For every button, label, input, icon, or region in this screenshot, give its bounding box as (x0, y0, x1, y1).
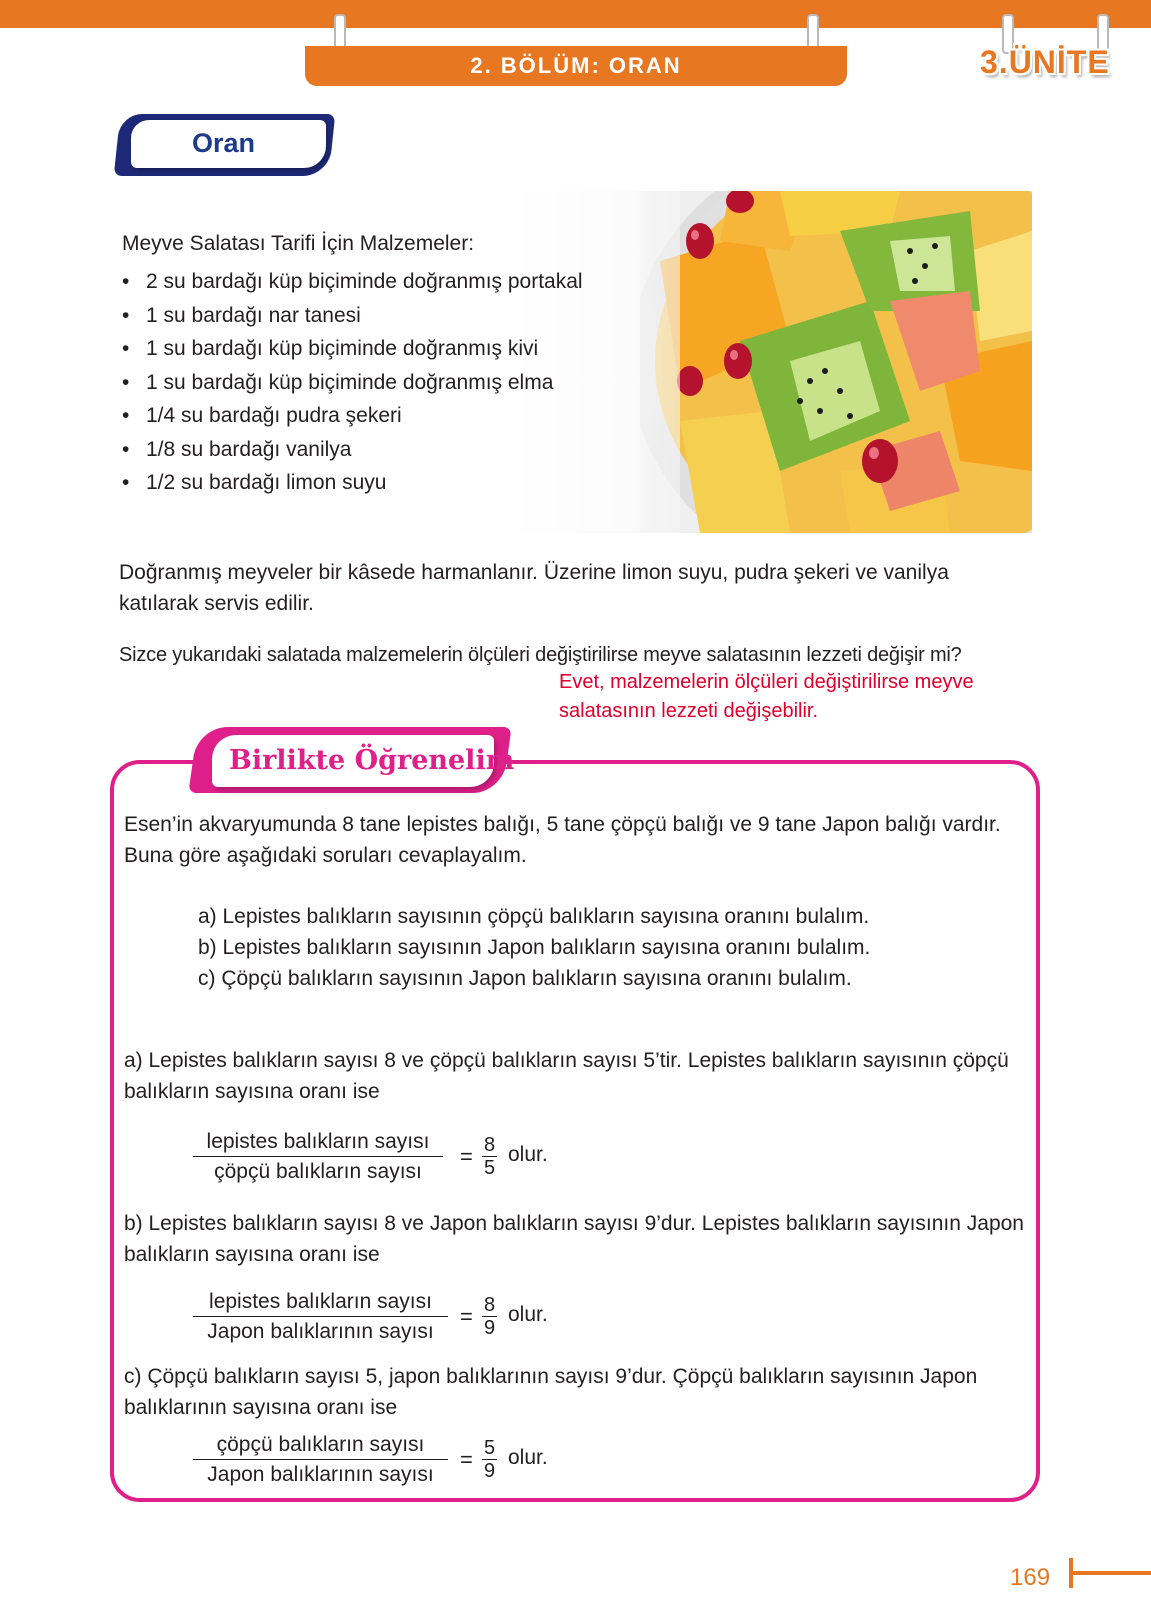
olur-label: olur. (508, 1303, 548, 1326)
learn-title: Birlikte Öğrenelim (229, 745, 515, 776)
learn-intro: Esen’in akvaryumunda 8 tane lepistes balığı, 5 tane çöpçü balığı ve 9 tane Japon balığı vardır. Buna göre aşağıdaki soruları cevaplayalım. (124, 813, 1001, 867)
section-title: Oran (192, 128, 256, 158)
equals-sign: = (460, 1304, 473, 1329)
list-item: • 1/8 su bardağı vanilya (122, 437, 352, 461)
question-item: c) Çöpçü balıkların sayısının Japon balıkların sayısına oranını bulalım. (198, 967, 852, 990)
question-list (198, 901, 870, 994)
list-item: • 1 su bardağı küp biçiminde doğranmış elma (122, 370, 554, 394)
chapter-header: 2. BÖLÜM: ORAN (305, 46, 847, 86)
solution-a-text: a) Lepistes balıkların sayısı 8 ve çöpçü balıkların sayısı 5’tir. Lepistes balıkların sayısının çöpçü balıkların sayısına oranı ise (124, 1049, 1009, 1103)
top-orange-bar (0, 0, 1151, 28)
page-marker-line (1069, 1571, 1151, 1575)
question-item: b) Lepistes balıkların sayısının Japon balıkların sayısına oranını bulalım. (198, 936, 871, 959)
word-fraction: lepistes balıkların sayısı Japon balıklarının sayısı (193, 1290, 448, 1344)
ingredients-list (122, 265, 583, 500)
handwritten-answer: Evet, malzemelerin ölçüleri değiştirilirse meyve salatasının lezzeti değişebilir. (559, 671, 974, 722)
question-item: a) Lepistes balıkların sayısının çöpçü balıkların sayısına oranını bulalım. (198, 905, 870, 928)
equals-sign: = (460, 1144, 473, 1169)
fruit-salad-image (640, 191, 1032, 533)
equals-sign: = (460, 1447, 473, 1472)
recipe-question: Sizce yukarıdaki salatada malzemelerin ölçüleri değiştirilirse meyve salatasının lezzeti değişir mi? (119, 644, 962, 666)
value-fraction: $\frac{8}{5}$ (484, 1134, 496, 1179)
word-fraction: çöpçü balıkların sayısı Japon balıklarının sayısı (193, 1433, 448, 1487)
list-item: • 1/2 su bardağı limon suyu (122, 471, 387, 494)
list-item: • 1 su bardağı nar tanesi (122, 303, 361, 327)
list-item: • 1 su bardağı küp biçiminde doğranmış kivi (122, 337, 539, 360)
list-item: • 1/4 su bardağı pudra şekeri (122, 404, 402, 427)
value-fraction: $\frac{5}{9}$ (484, 1437, 496, 1482)
list-item: • 2 su bardağı küp biçiminde doğranmış portakal (122, 270, 583, 293)
value-fraction: $\frac{8}{9}$ (484, 1294, 496, 1339)
ingredients-heading: Meyve Salatası Tarifi İçin Malzemeler: (122, 232, 475, 255)
unit-badge: 3.ÜNİTE (980, 44, 1110, 80)
solution-c-text: c) Çöpçü balıkların sayısı 5, japon balıklarının sayısı 9’dur. Çöpçü balıkların sayısının Japon balıklarının sayısına oranı ise (124, 1365, 978, 1419)
word-fraction: lepistes balıkların sayısı çöpçü balıkların sayısı (193, 1130, 443, 1184)
solution-b-text: b) Lepistes balıkların sayısı 8 ve Japon balıkların sayısı 9’dur. Lepistes balıkların sayısının Japon balıkların sayısına oranı ise (124, 1212, 1024, 1266)
olur-label: olur. (508, 1143, 548, 1166)
olur-label: olur. (508, 1446, 548, 1469)
page-number: 169 (1010, 1564, 1051, 1591)
recipe-instructions: Doğranmış meyveler bir kâsede harmanlanır. Üzerine limon suyu, pudra şekeri ve vanilya katılarak servis edilir. (119, 561, 949, 615)
